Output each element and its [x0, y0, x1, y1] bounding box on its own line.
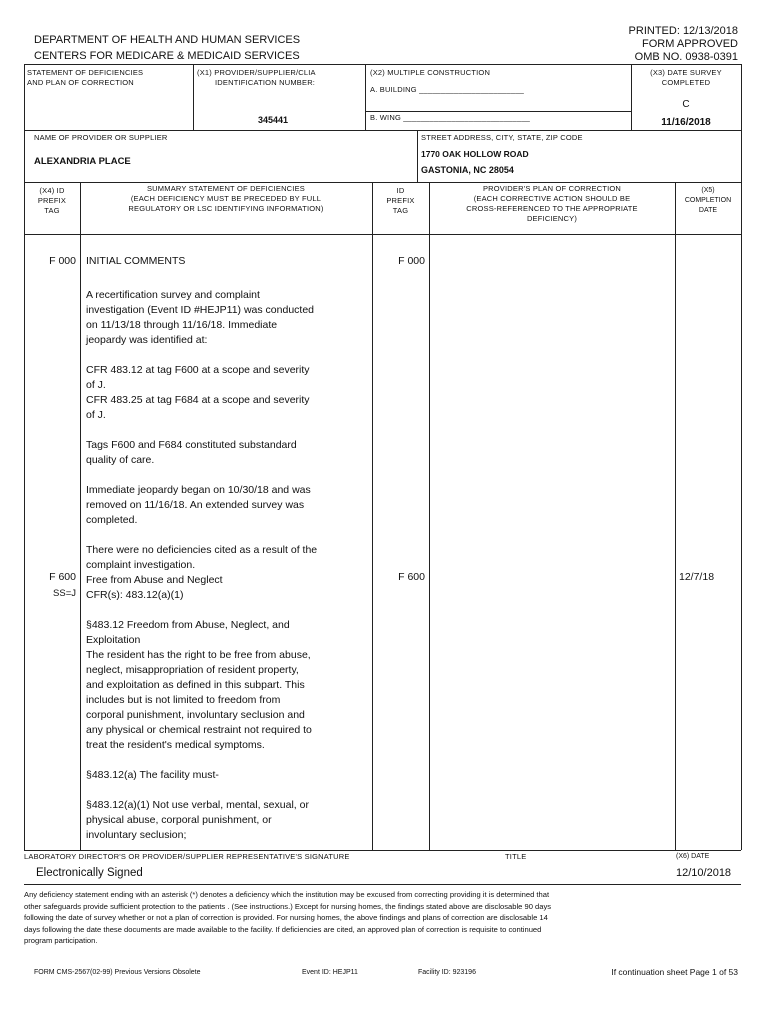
omb-number: OMB NO. 0938-0391	[634, 51, 738, 63]
title-label: TITLE	[505, 852, 527, 861]
paragraph: There were no deficiencies cited as a result of the complaint investigation. Free from Abuse and Neglect CFR(s): 483.12(a)(1)	[86, 544, 318, 601]
survey-completed-date: 11/16/2018	[661, 117, 711, 128]
building-label: A. BUILDING ________________________	[370, 85, 524, 94]
multiple-construction-label: (X2) MULTIPLE CONSTRUCTION	[370, 68, 491, 77]
paragraph: §483.12(a)(1) Not use verbal, mental, sexual, or physical abuse, corporal punishment, or involuntary seclusion;	[86, 799, 309, 841]
provider-name-label: NAME OF PROVIDER OR SUPPLIER	[34, 133, 168, 142]
provider-id-number: 345441	[258, 115, 289, 125]
prefix-tag-f600: F 600	[49, 571, 76, 583]
wing-label: B. WING _____________________________	[370, 113, 531, 122]
address-label: STREET ADDRESS, CITY, STATE, ZIP CODE	[421, 133, 583, 142]
provider-name: ALEXANDRIA PLACE	[34, 156, 131, 167]
plan-header: PROVIDER'S PLAN OF CORRECTION (EACH CORRECTIVE ACTION SHOULD BE CROSS-REFERENCED TO THE APPROPRIATE DEFICIENCY)	[466, 184, 638, 223]
statement-label: STATEMENT OF DEFICIENCIES AND PLAN OF CORRECTION	[27, 68, 144, 87]
paragraph: Immediate jeopardy began on 10/30/18 and was removed on 11/16/18. An extended survey was completed.	[86, 484, 311, 526]
signature-date: 12/10/2018	[676, 867, 732, 879]
paragraph: A recertification survey and complaint investigation (Event ID #HEJP11) was conducted on 11/13/18 through 11/16/18. Immediate jeopardy was identified at:	[86, 289, 315, 346]
deficiency-text	[86, 288, 370, 858]
id-tag-f600: F 600	[398, 571, 425, 583]
centers-name: CENTERS FOR MEDICARE & MEDICAID SERVICES	[34, 50, 300, 62]
date-survey-label: (X3) DATE SURVEY COMPLETED	[650, 68, 722, 87]
x4-header: (X4) ID PREFIX TAG	[37, 186, 67, 215]
printed-date: PRINTED: 12/13/2018	[628, 25, 738, 37]
prefix-tag-f000: F 000	[49, 255, 76, 267]
disclaimer: Any deficiency statement ending with an asterisk (*) denotes a deficiency which the institution may be excused from correcting providing it is determined that other safeguards provide sufficient protection to the patients . (See instructions.) Except for nursing homes, the findings stated above are disclosable 90 days following the date of survey whether or not a plan of correction is provided. For nursing homes, the above findings and plans of correction are disclosable 14 days following the date these documents are made available to the facility. If deficiencies are cited, an approved plan of correction is requisite to continued program participation.	[24, 890, 552, 945]
address-line-2: GASTONIA, NC 28054	[421, 165, 514, 175]
id-tag-f000: F 000	[398, 255, 425, 267]
paragraph: Tags F600 and F684 constituted substandard quality of care.	[86, 439, 297, 466]
event-id: Event ID: HEJP11	[302, 969, 358, 976]
page-continuation: If continuation sheet Page 1 of 53	[611, 967, 738, 977]
id-header: ID PREFIX TAG	[386, 186, 415, 215]
paragraph: §483.12 Freedom from Abuse, Neglect, and Exploitation The resident has the right to be free from abuse, neglect, misappropriation of resident property, and exploitation as defined in this subpart. This includes but is not limited to freedom from corporal punishment, involuntary seclusion and any physical or chemical restraint not required to treat the resident's medical symptoms.	[86, 619, 312, 751]
form-approved: FORM APPROVED	[642, 38, 738, 50]
scope-severity-tag: SS=J	[53, 588, 76, 599]
summary-header: SUMMARY STATEMENT OF DEFICIENCIES (EACH DEFICIENCY MUST BE PRECEDED BY FULL REGULATORY OR LSC IDENTIFYING INFORMATION)	[128, 184, 324, 213]
facility-id: Facility ID: 923196	[418, 969, 476, 976]
signature-date-label: (X6) DATE	[676, 853, 710, 860]
provider-id-label: (X1) PROVIDER/SUPPLIER/CLIA IDENTIFICATION NUMBER:	[197, 68, 316, 87]
signature-label: LABORATORY DIRECTOR'S OR PROVIDER/SUPPLIER REPRESENTATIVE'S SIGNATURE	[24, 852, 350, 861]
initial-comments-title: INITIAL COMMENTS	[86, 255, 186, 267]
survey-letter: C	[682, 99, 690, 110]
address-line-1: 1770 OAK HOLLOW ROAD	[421, 149, 529, 159]
paragraph: CFR 483.12 at tag F600 at a scope and severity of J. CFR 483.25 at tag F684 at a scope and severity of J.	[86, 364, 310, 421]
paragraph: §483.12(a) The facility must-	[86, 769, 219, 781]
electronic-signature: Electronically Signed	[36, 867, 143, 879]
form-number: FORM CMS-2567(02-99) Previous Versions Obsolete	[34, 969, 201, 976]
x5-header: (X5) COMPLETION DATE	[684, 187, 732, 214]
completion-date-f600: 12/7/18	[679, 571, 715, 583]
department-name: DEPARTMENT OF HEALTH AND HUMAN SERVICES	[34, 34, 301, 46]
